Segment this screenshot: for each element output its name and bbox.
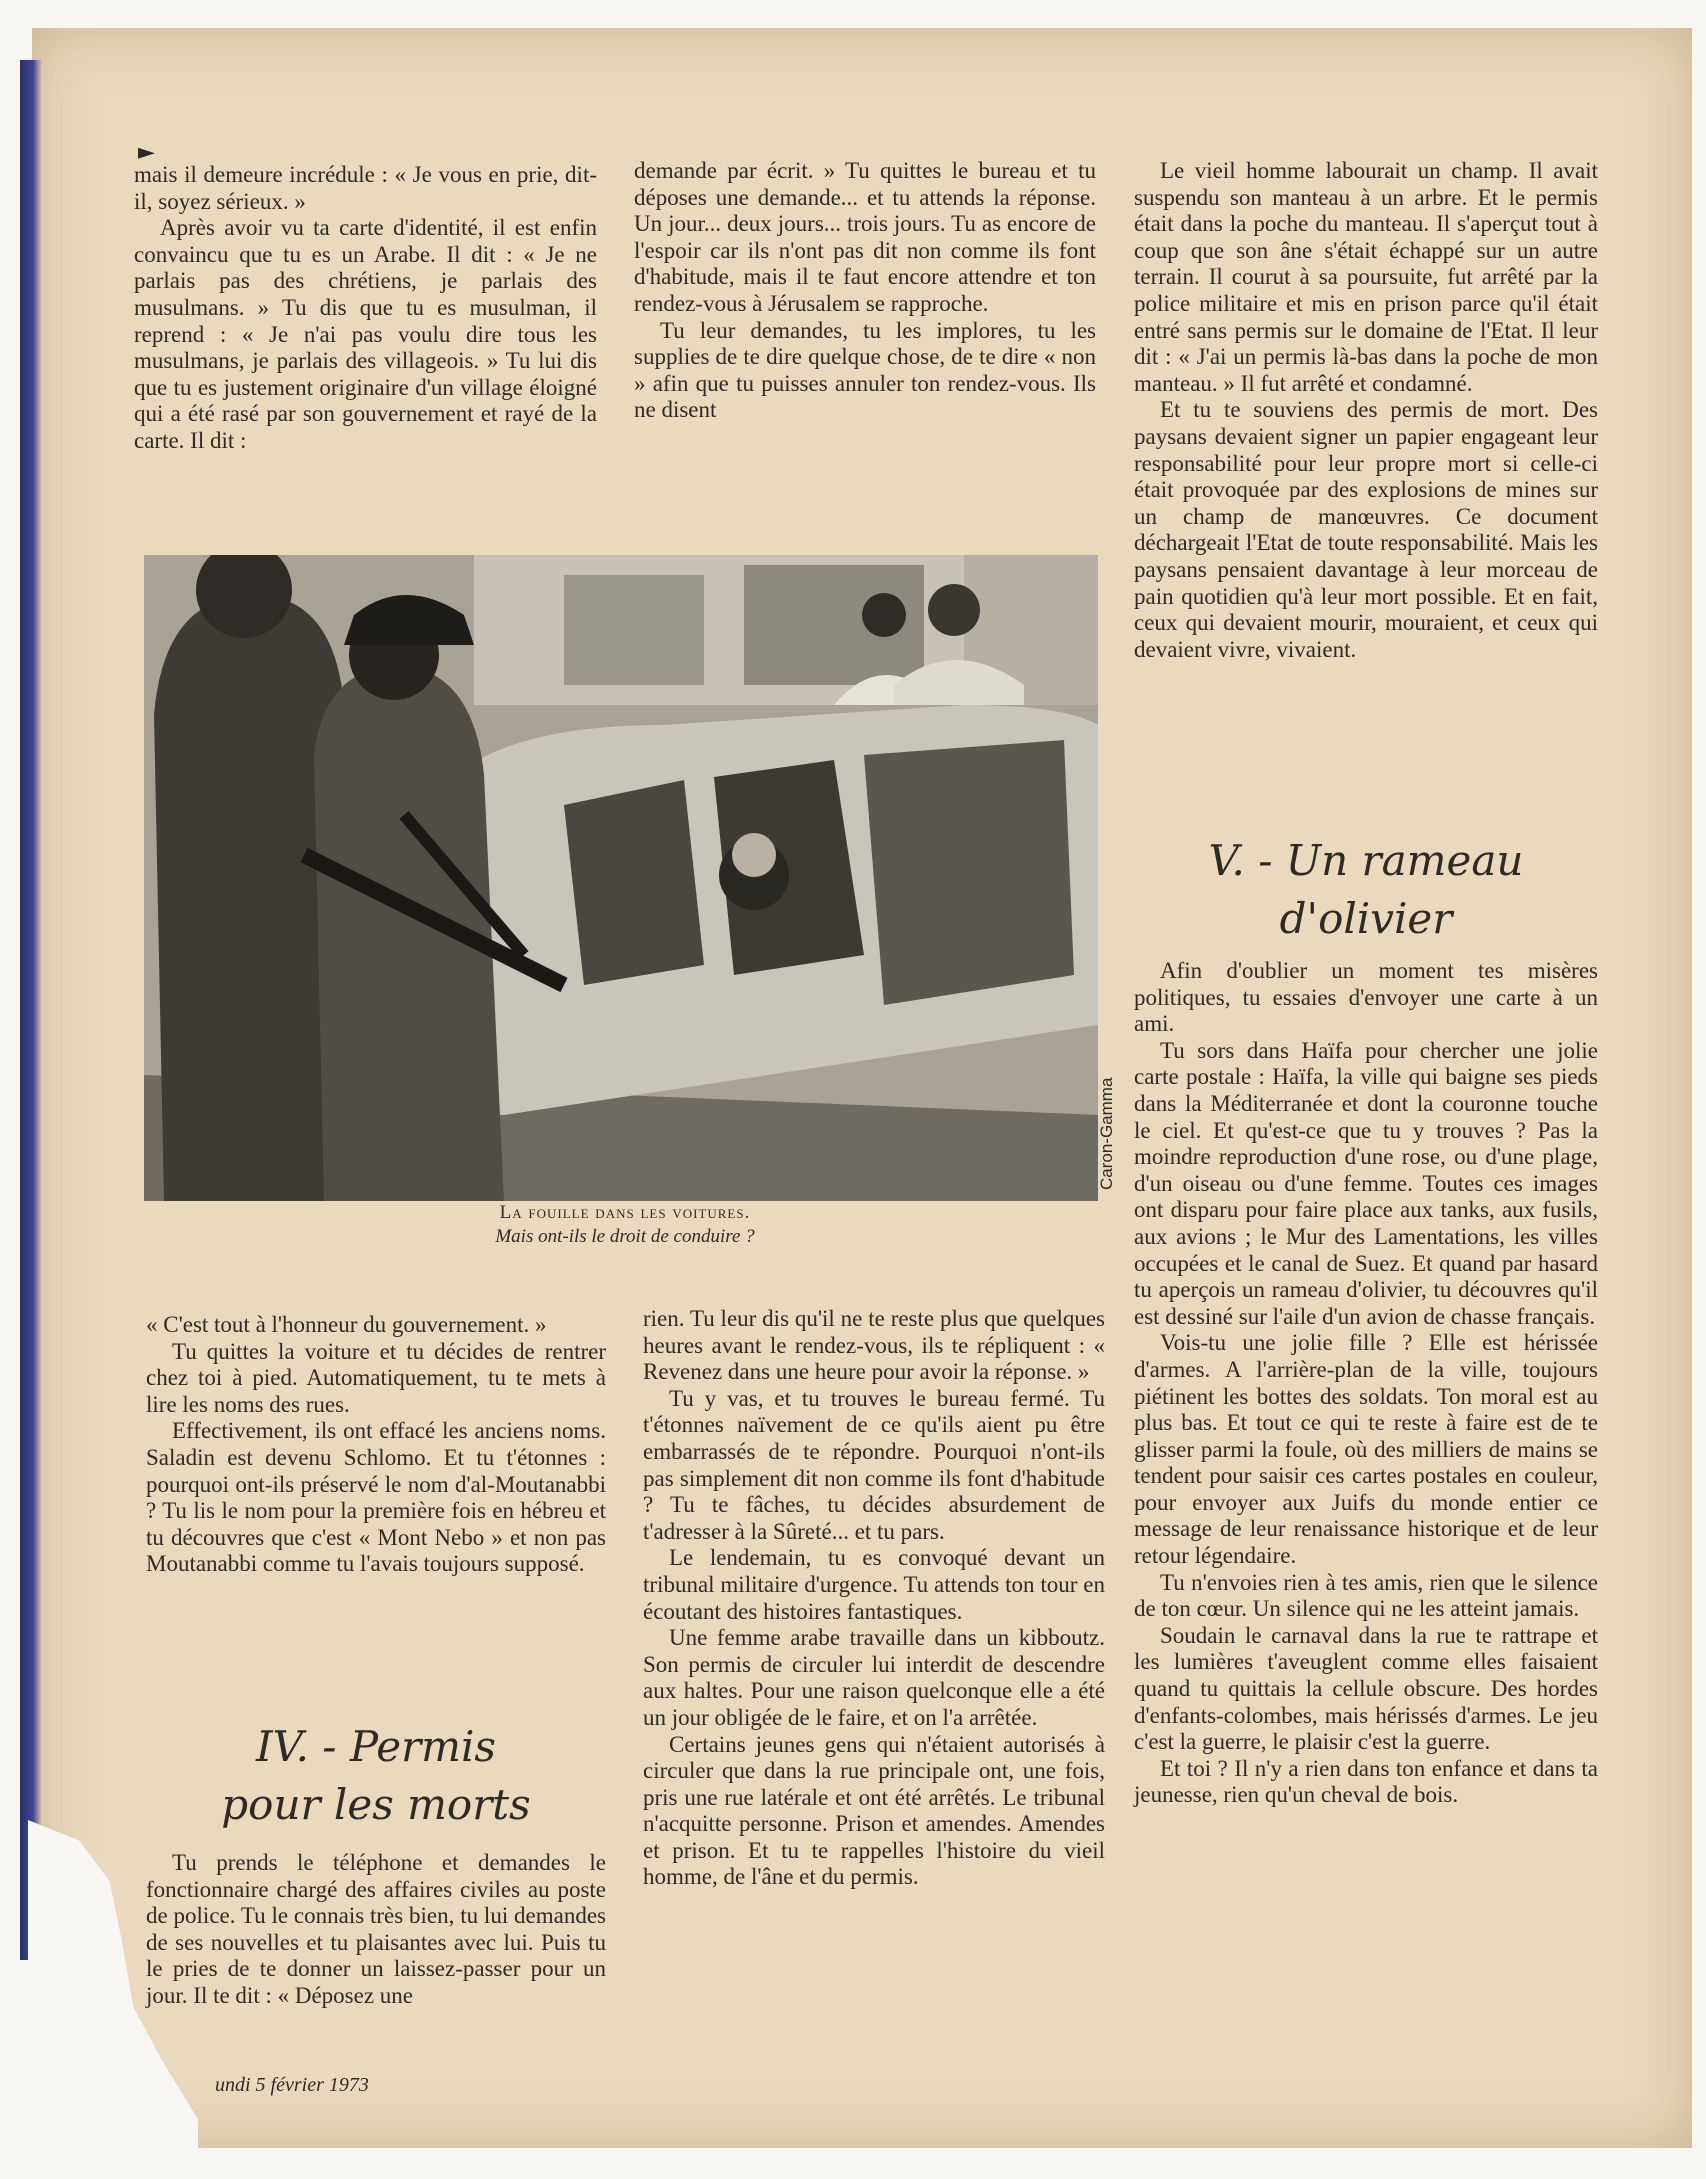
- paragraph: Le lendemain, tu es convoqué devant un tribunal militaire d'urgence. Tu attends ton tour en écoutant des histoires fantastiques.: [643, 1545, 1105, 1624]
- heading-line: d'olivier: [1279, 894, 1453, 943]
- paragraph: Tu prends le téléphone et demandes le fonctionnaire chargé des affaires civiles au poste de police. Tu le connais très bien, tu lui demandes de ses nouvelles et tu plaisantes avec lui. Puis tu le pries de te donner un laissez-passer pour un jour. Il te dit : « Déposez une: [146, 1850, 606, 2008]
- column-bottom-left-lower: [146, 1850, 606, 2010]
- paragraph: rien. Tu leur dis qu'il ne te reste plus que quelques heures avant le rendez-vous, ils te répliquent : « Revenez dans une heure pour avoir la réponse. »: [643, 1306, 1105, 1385]
- photo-car-search: [144, 555, 1098, 1201]
- paragraph: Afin d'oublier un moment tes misères politiques, tu essaies d'envoyer une carte à un ami.: [1134, 958, 1598, 1037]
- photo-caption: [300, 1201, 950, 1249]
- page-footer-date: undi 5 février 1973: [215, 2074, 369, 2096]
- paragraph: Et tu te souviens des permis de mort. Des paysans devaient signer un papier engageant leur responsabilité pour leur propre mort si celle-ci était provoquée par des explosions de mines sur un champ de manœuvres. Ce document déchargeait l'Etat de toute responsabilité. Mais les paysans pensaient davantage à leur morceau de pain quotidien qu'à leur mort possible. Et en fait, ceux qui devaient mourir, mouraient, et ceux qui devaient vivre, vivaient.: [1134, 397, 1598, 662]
- paragraph: Le vieil homme labourait un champ. Il avait suspendu son manteau à un arbre. Et le permis était dans la poche du manteau. Il s'aperçut tout à coup que son âne s'était échappé sur un autre terrain. Il courut à sa poursuite, fut arrêté par la police militaire et mis en prison parce qu'il était entré sans permis sur le domaine de l'Etat. Il leur dit : « J'ai un permis là-bas dans la poche de mon manteau. » Il fut arrêté et condamné.: [1134, 158, 1598, 396]
- photo-credit: Caron-Gamma: [1097, 1077, 1116, 1190]
- paragraph: Vois-tu une jolie fille ? Elle est hérissée d'armes. A l'arrière-plan de la ville, toujours piétinent les bottes des soldats. Ton moral est au plus bas. Et tout ce qui te reste à faire est de te glisser parmi la foule, où des milliers de mains se tendent pour saisir ces cartes postales en couleur, pour envoyer aux Juifs du monde entier ce message de leur renaissance historique et de leur retour légendaire.: [1134, 1330, 1598, 1569]
- caption-subtitle: Mais ont-ils le droit de conduire ?: [495, 1226, 755, 1247]
- heading-line: V. - Un rameau: [1208, 836, 1524, 885]
- paragraph: Tu leur demandes, tu les implores, tu les supplies de te dire quelque chose, de te dire « non » afin que tu puisses annuler ton rendez-vous. Ils ne disent: [634, 317, 1096, 423]
- paragraph: Tu quittes la voiture et tu décides de rentrer chez toi à pied. Automatiquement, tu te mets à lire les noms des rues.: [146, 1338, 606, 1417]
- section-heading-iv: [146, 1718, 606, 1834]
- column-bottom-left: [146, 1312, 606, 1578]
- paragraph: Effectivement, ils ont effacé les anciens noms. Saladin est devenu Schlomo. Et tu t'étonnes : pourquoi ont-ils préservé le nom d'al-Moutanabbi ? Tu lis le nom pour la première fois en hébreu et tu découvres que c'est « Mont Nebo » et non pas Moutanabbi comme tu l'avais toujours supposé.: [146, 1418, 606, 1577]
- continuation-arrow-icon: ►: [138, 140, 155, 165]
- paragraph: Soudain le carnaval dans la rue te rattrape et les lumières t'aveuglent comme elles faisaient quand tu quittais la cellule obscure. Des hordes d'enfants-colombes, mais hérissés d'armes. Le jeu c'est la guerre, le plaisir c'est la guerre.: [1134, 1622, 1598, 1755]
- photo-illustration: [144, 555, 1098, 1201]
- paragraph: Tu sors dans Haïfa pour chercher une jolie carte postale : Haïfa, la ville qui baigne ses pieds dans la Méditerranée et dont la couronne touche le ciel. Et qu'est-ce que tu y trouves ? Pas la moindre reproduction d'une rose, ou d'une plage, d'un oiseau ou d'une femme. Toutes ces images ont disparu pour faire place aux tanks, aux fusils, aux avions ; le Mur des Lamentations, les villes occupées et le canal de Suez. Et quand par hasard tu aperçois un rameau d'olivier, tu découvres qu'il est dessiné sur l'aile d'un avion de chasse français.: [1134, 1037, 1598, 1329]
- paragraph: Tu n'envoies rien à tes amis, rien que le silence de ton cœur. Un silence qui ne les atteint jamais.: [1134, 1569, 1598, 1622]
- paragraph: « C'est tout à l'honneur du gouvernement. »: [146, 1312, 547, 1337]
- section-heading-v: [1134, 832, 1598, 948]
- column-top-middle: [634, 158, 1096, 424]
- blue-cover-edge: [20, 60, 42, 1960]
- heading-line: IV. - Permis: [256, 1722, 496, 1771]
- column-top-left: [134, 162, 597, 455]
- column-bottom-middle: [643, 1306, 1105, 1891]
- paragraph: Et toi ? Il n'y a rien dans ton enfance et dans ta jeunesse, rien qu'un cheval de bois.: [1134, 1755, 1598, 1808]
- paragraph: Après avoir vu ta carte d'identité, il est enfin convaincu que tu es un Arabe. Il dit : « Je ne parlais pas des chrétiens, je parlais des musulmans. » Tu dis que tu es musulman, il reprend : « Je n'ai pas voulu dire tous les musulmans, je parlais des villageois. » Tu lui dis que tu es justement originaire d'un village éloigné qui a été rasé par son gouvernement et rayé de la carte. Il dit :: [134, 215, 597, 453]
- column-right: [1134, 158, 1598, 663]
- paragraph: demande par écrit. » Tu quittes le bureau et tu déposes une demande... et tu attends la réponse. Un jour... deux jours... trois jours. Tu as encore de l'espoir car ils n'ont pas dit non comme ils font d'habitude, mais il te faut encore attendre et ton rendez-vous à Jérusalem se rapproche.: [634, 158, 1096, 316]
- paragraph: mais il demeure incrédule : « Je vous en prie, dit-il, soyez sérieux. »: [134, 162, 597, 214]
- heading-line: pour les morts: [221, 1780, 531, 1829]
- paragraph: Certains jeunes gens qui n'étaient autorisés à circuler que dans la rue principale ont, une fois, pris une rue latérale et ont été arrêtés. Le tribunal n'acquitte personne. Prison et amendes. Amendes et prison. Et tu te rappelles l'histoire du vieil homme, de l'âne et du permis.: [643, 1731, 1105, 1890]
- paragraph: Tu y vas, et tu trouves le bureau fermé. Tu t'étonnes naïvement de ce qu'ils aient pu être embarrassés de te répondre. Pourquoi n'ont-ils pas simplement dit non comme ils font d'habitude ? Tu te fâches, tu décides absurdement de t'adresser à la Sûreté... et tu pars.: [643, 1385, 1105, 1544]
- paragraph: Une femme arabe travaille dans un kibboutz. Son permis de circuler lui interdit de descendre aux haltes. Pour une raison quelconque elle a été un jour obligée de le faire, et on l'a arrêtée.: [643, 1625, 1105, 1730]
- column-right-lower: [1134, 958, 1598, 1809]
- caption-title: La fouille dans les voitures.: [499, 1202, 751, 1223]
